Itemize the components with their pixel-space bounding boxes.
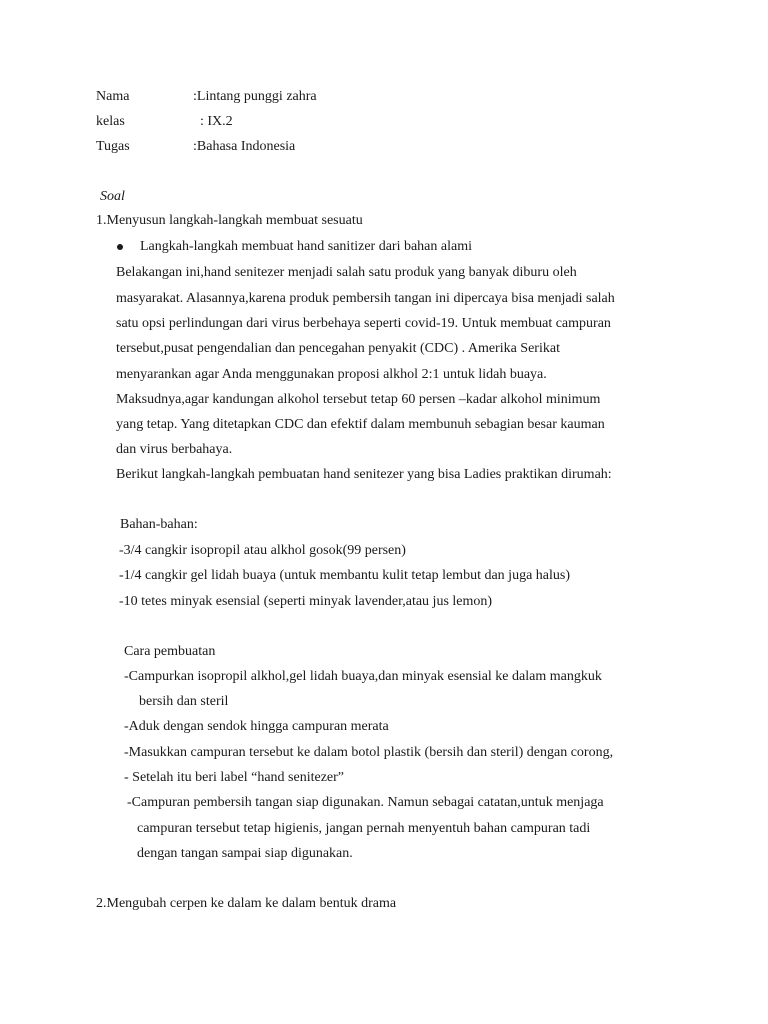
paragraph-line: Belakangan ini,hand senitezer menjadi salah satu produk yang banyak diburu oleh bbox=[116, 265, 577, 280]
bahan-item: -10 tetes minyak esensial (seperti minyak lavender,atau jus lemon) bbox=[119, 594, 493, 609]
bahan-heading: Bahan-bahan: bbox=[120, 517, 198, 532]
bahan-item: -1/4 cangkir gel lidah buaya (untuk membantu kulit tetap lembut dan juga halus) bbox=[119, 568, 570, 583]
bahan-item: -3/4 cangkir isopropil atau alkhol gosok(99 persen) bbox=[119, 543, 406, 558]
cara-step: - Setelah itu beri label “hand senitezer” bbox=[124, 770, 345, 785]
paragraph-line: menyarankan agar Anda menggunakan proposi alkhol 2:1 untuk lidah buaya. bbox=[116, 367, 547, 382]
cara-step: -Campuran pembersih tangan siap digunakan. Namun sebagai catatan,untuk menjaga bbox=[127, 795, 604, 810]
tugas-value: :Bahasa Indonesia bbox=[193, 139, 296, 154]
paragraph-line: tersebut,pusat pengendalian dan pencegahan penyakit (CDC) . Amerika Serikat bbox=[116, 341, 560, 356]
q1-intro: Berikut langkah-langkah pembuatan hand senitezer yang bisa Ladies praktikan dirumah: bbox=[116, 467, 612, 482]
paragraph-line: dan virus berbahaya. bbox=[116, 442, 233, 457]
soal-heading: Soal bbox=[100, 189, 125, 204]
cara-step: -Masukkan campuran tersebut ke dalam botol plastik (bersih dan steril) dengan corong, bbox=[124, 745, 614, 760]
cara-heading: Cara pembuatan bbox=[124, 644, 216, 659]
cara-step: bersih dan steril bbox=[139, 694, 229, 709]
q1-title: 1.Menyusun langkah-langkah membuat sesuatu bbox=[96, 213, 363, 228]
paragraph-line: yang tetap. Yang ditetapkan CDC dan efektif dalam membunuh sebagian besar kauman bbox=[116, 417, 605, 432]
bullet-dot-icon bbox=[117, 244, 123, 250]
paragraph-line: Maksudnya,agar kandungan alkohol tersebut tetap 60 persen –kadar alkohol minimum bbox=[116, 392, 601, 407]
tugas-label: Tugas bbox=[96, 139, 130, 154]
cara-step: -Campurkan isopropil alkhol,gel lidah buaya,dan minyak esensial ke dalam mangkuk bbox=[124, 669, 602, 684]
paragraph-line: satu opsi perlindungan dari virus berbehaya seperti covid-19. Untuk membuat campuran bbox=[116, 316, 611, 331]
nama-label: Nama bbox=[96, 89, 130, 104]
q2-title: 2.Mengubah cerpen ke dalam ke dalam bentuk drama bbox=[96, 896, 397, 911]
nama-value: :Lintang punggi zahra bbox=[193, 89, 317, 104]
paragraph-line: masyarakat. Alasannya,karena produk pembersih tangan ini dipercaya bisa menjadi salah bbox=[116, 291, 615, 306]
cara-step: campuran tersebut tetap higienis, jangan pernah menyentuh bahan campuran tadi bbox=[137, 821, 591, 836]
cara-step: dengan tangan sampai siap digunakan. bbox=[137, 846, 353, 861]
kelas-label: kelas bbox=[96, 114, 125, 129]
q1-bullet-text: Langkah-langkah membuat hand sanitizer dari bahan alami bbox=[140, 239, 472, 254]
cara-step: -Aduk dengan sendok hingga campuran merata bbox=[124, 719, 389, 734]
kelas-value: : IX.2 bbox=[200, 114, 233, 129]
